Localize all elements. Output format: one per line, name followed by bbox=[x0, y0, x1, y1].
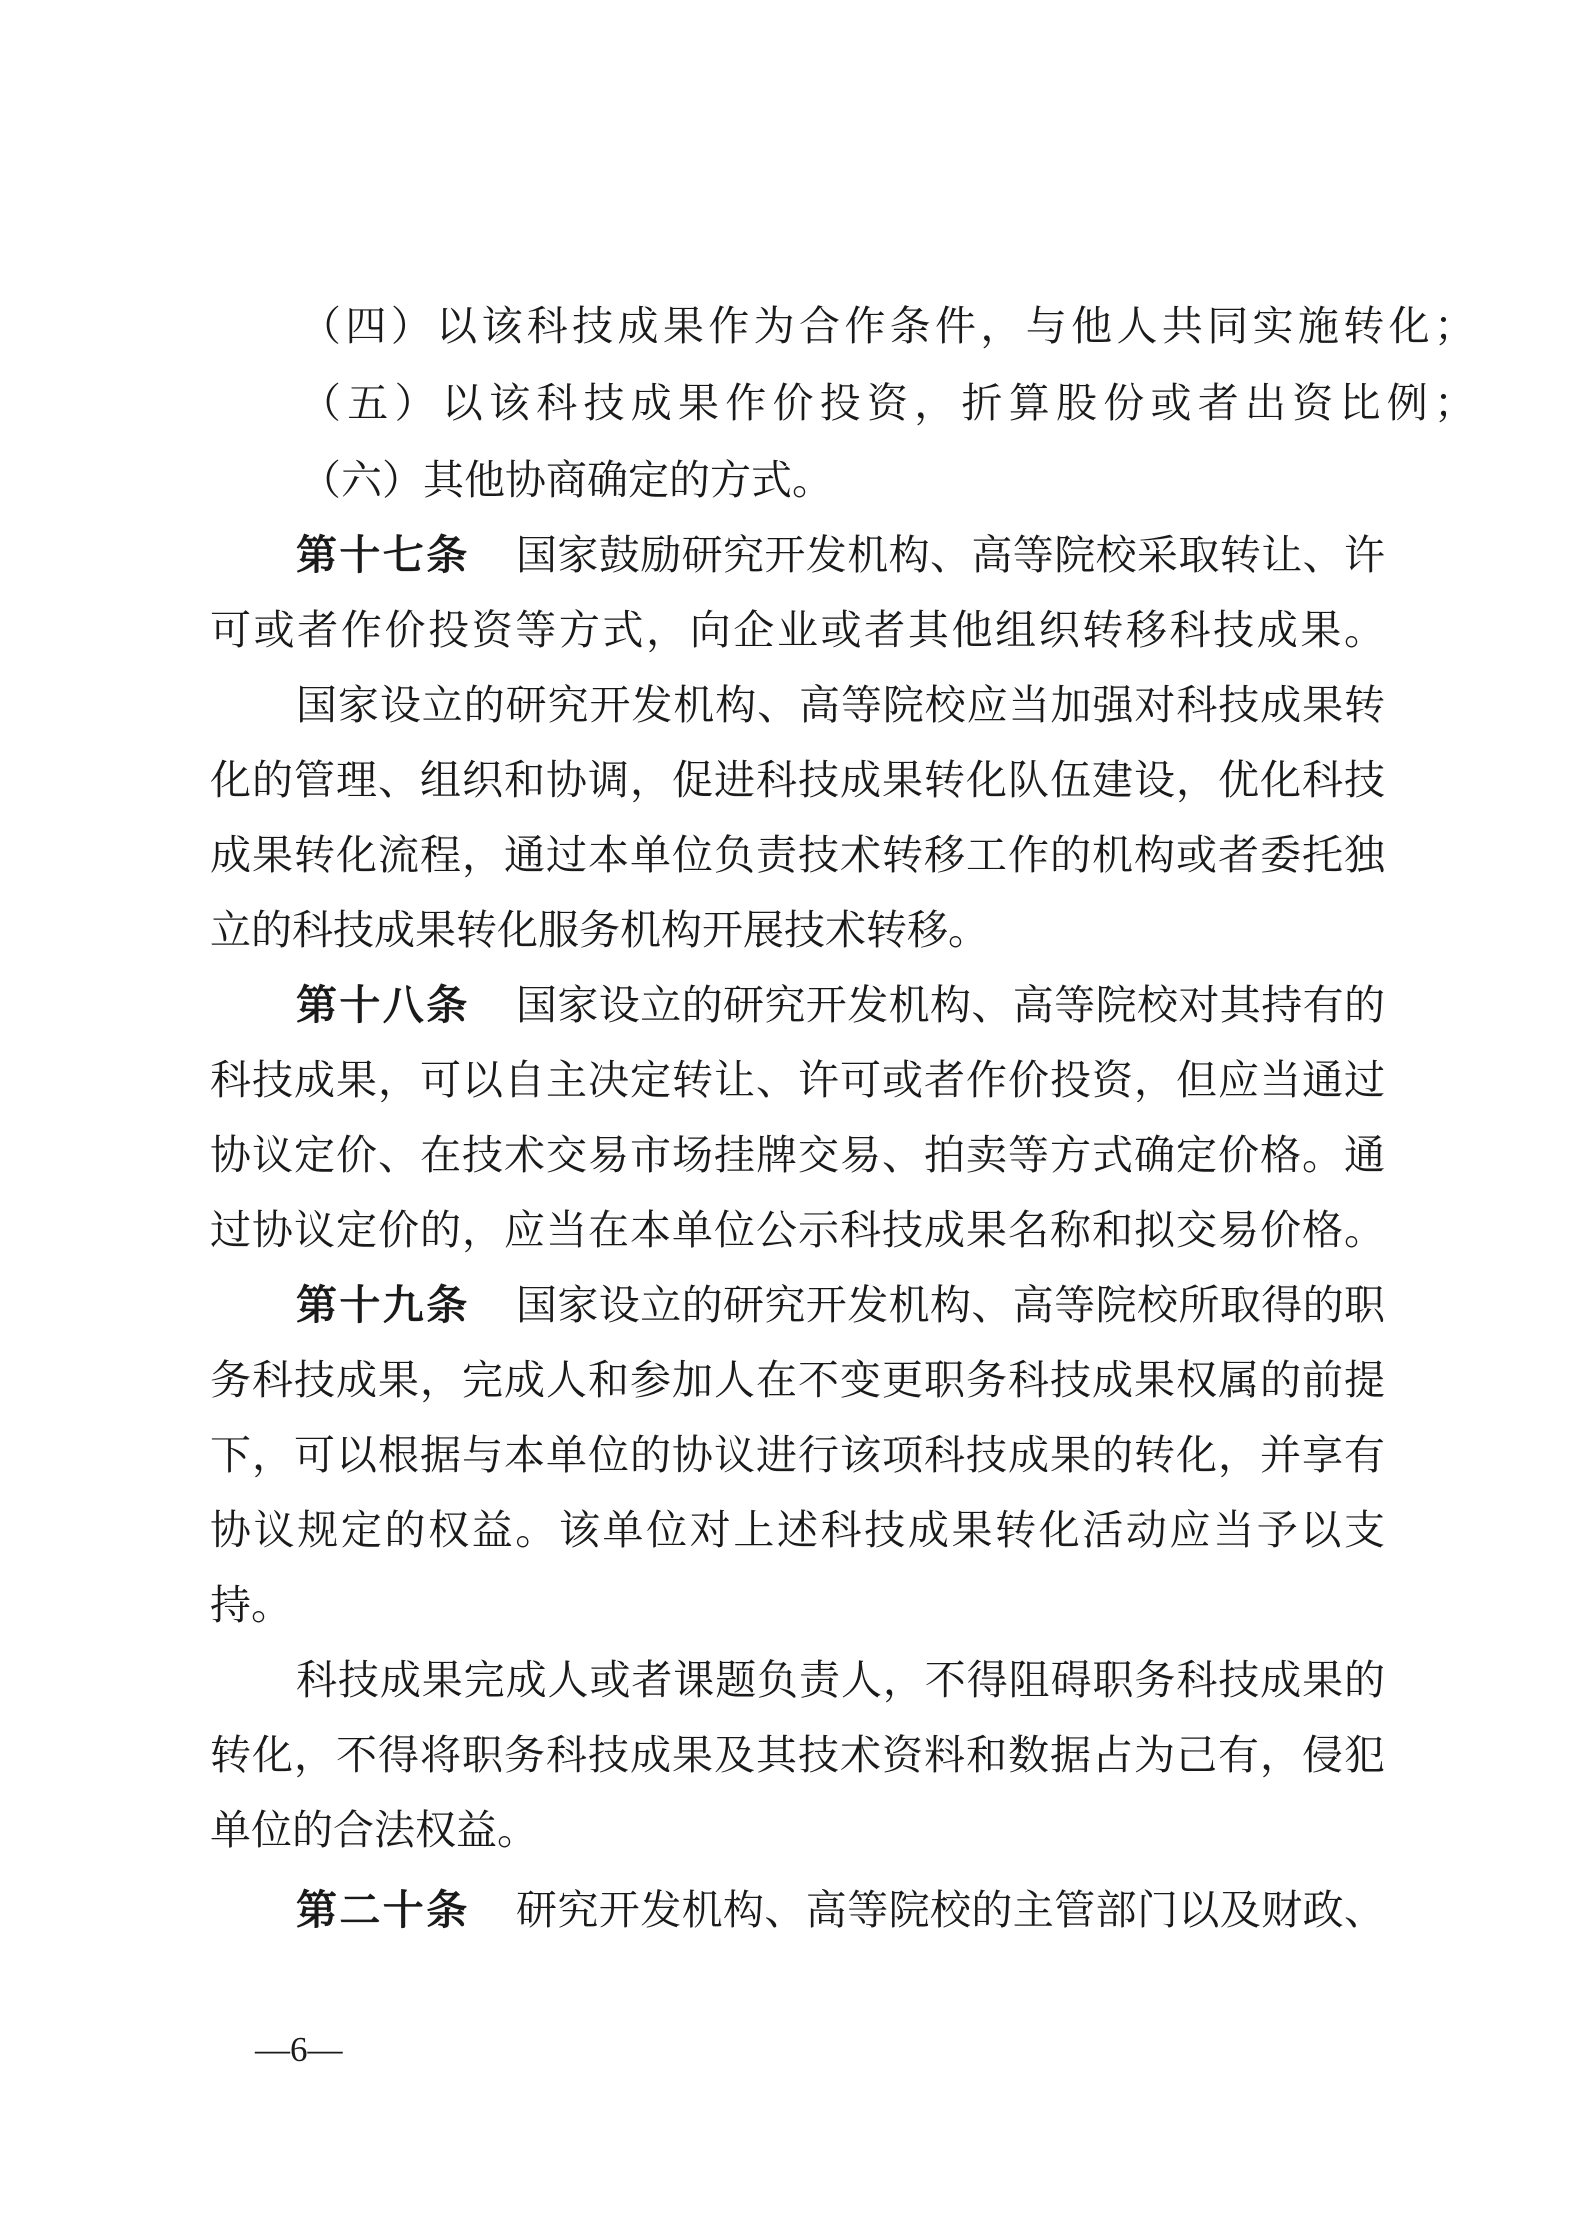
text-line: 国家设立的研究开发机构、高等院校应当加强对科技成果转 bbox=[296, 681, 1385, 729]
page-number: —6— bbox=[255, 2030, 343, 2069]
article-18-first-line bbox=[296, 975, 1385, 1035]
text-line: （六）其他协商确定的方式。 bbox=[300, 456, 833, 504]
text-line: 科技成果完成人或者课题负责人，不得阻碍职务科技成果的 bbox=[296, 1656, 1385, 1704]
text-line: （五）以该科技成果作价投资，折算股份或者出资比例； bbox=[300, 379, 1475, 427]
article-heading: 第十七条 bbox=[296, 531, 470, 579]
article-heading: 第十九条 bbox=[296, 1281, 470, 1329]
text-span: 国家设立的研究开发机构、高等院校所取得的职 bbox=[515, 1281, 1386, 1329]
text-line: 过协议定价的，应当在本单位公示科技成果名称和拟交易价格。 bbox=[210, 1206, 1385, 1254]
article-20-first-line bbox=[296, 1880, 1385, 1940]
article-19-first-line bbox=[296, 1275, 1385, 1335]
text-line: 科技成果，可以自主决定转让、许可或者作价投资，但应当通过 bbox=[210, 1056, 1385, 1104]
text-line: （四）以该科技成果作为合作条件，与他人共同实施转化； bbox=[300, 302, 1475, 350]
text-span: 国家鼓励研究开发机构、高等院校采取转让、许 bbox=[515, 531, 1386, 579]
text-line: 单位的合法权益。 bbox=[210, 1806, 538, 1854]
text-line: 化的管理、组织和协调，促进科技成果转化队伍建设，优化科技 bbox=[210, 756, 1385, 804]
article-17-first-line bbox=[296, 525, 1385, 585]
text-line: 协议规定的权益。该单位对上述科技成果转化活动应当予以支 bbox=[210, 1506, 1385, 1554]
text-line: 持。 bbox=[210, 1581, 292, 1629]
text-line: 务科技成果，完成人和参加人在不变更职务科技成果权属的前提 bbox=[210, 1356, 1385, 1404]
text-span: 国家设立的研究开发机构、高等院校对其持有的 bbox=[515, 981, 1386, 1029]
text-span: 研究开发机构、高等院校的主管部门以及财政、 bbox=[515, 1886, 1386, 1934]
article-heading: 第二十条 bbox=[296, 1886, 470, 1934]
text-line: 协议定价、在技术交易市场挂牌交易、拍卖等方式确定价格。通 bbox=[210, 1131, 1385, 1179]
text-line: 下，可以根据与本单位的协议进行该项科技成果的转化，并享有 bbox=[210, 1431, 1385, 1479]
article-heading: 第十八条 bbox=[296, 981, 470, 1029]
text-line: 成果转化流程，通过本单位负责技术转移工作的机构或者委托独 bbox=[210, 831, 1385, 879]
text-line: 转化，不得将职务科技成果及其技术资料和数据占为己有，侵犯 bbox=[210, 1731, 1385, 1779]
text-line: 可或者作价投资等方式，向企业或者其他组织转移科技成果。 bbox=[210, 606, 1385, 654]
text-line: 立的科技成果转化服务机构开展技术转移。 bbox=[210, 906, 989, 954]
